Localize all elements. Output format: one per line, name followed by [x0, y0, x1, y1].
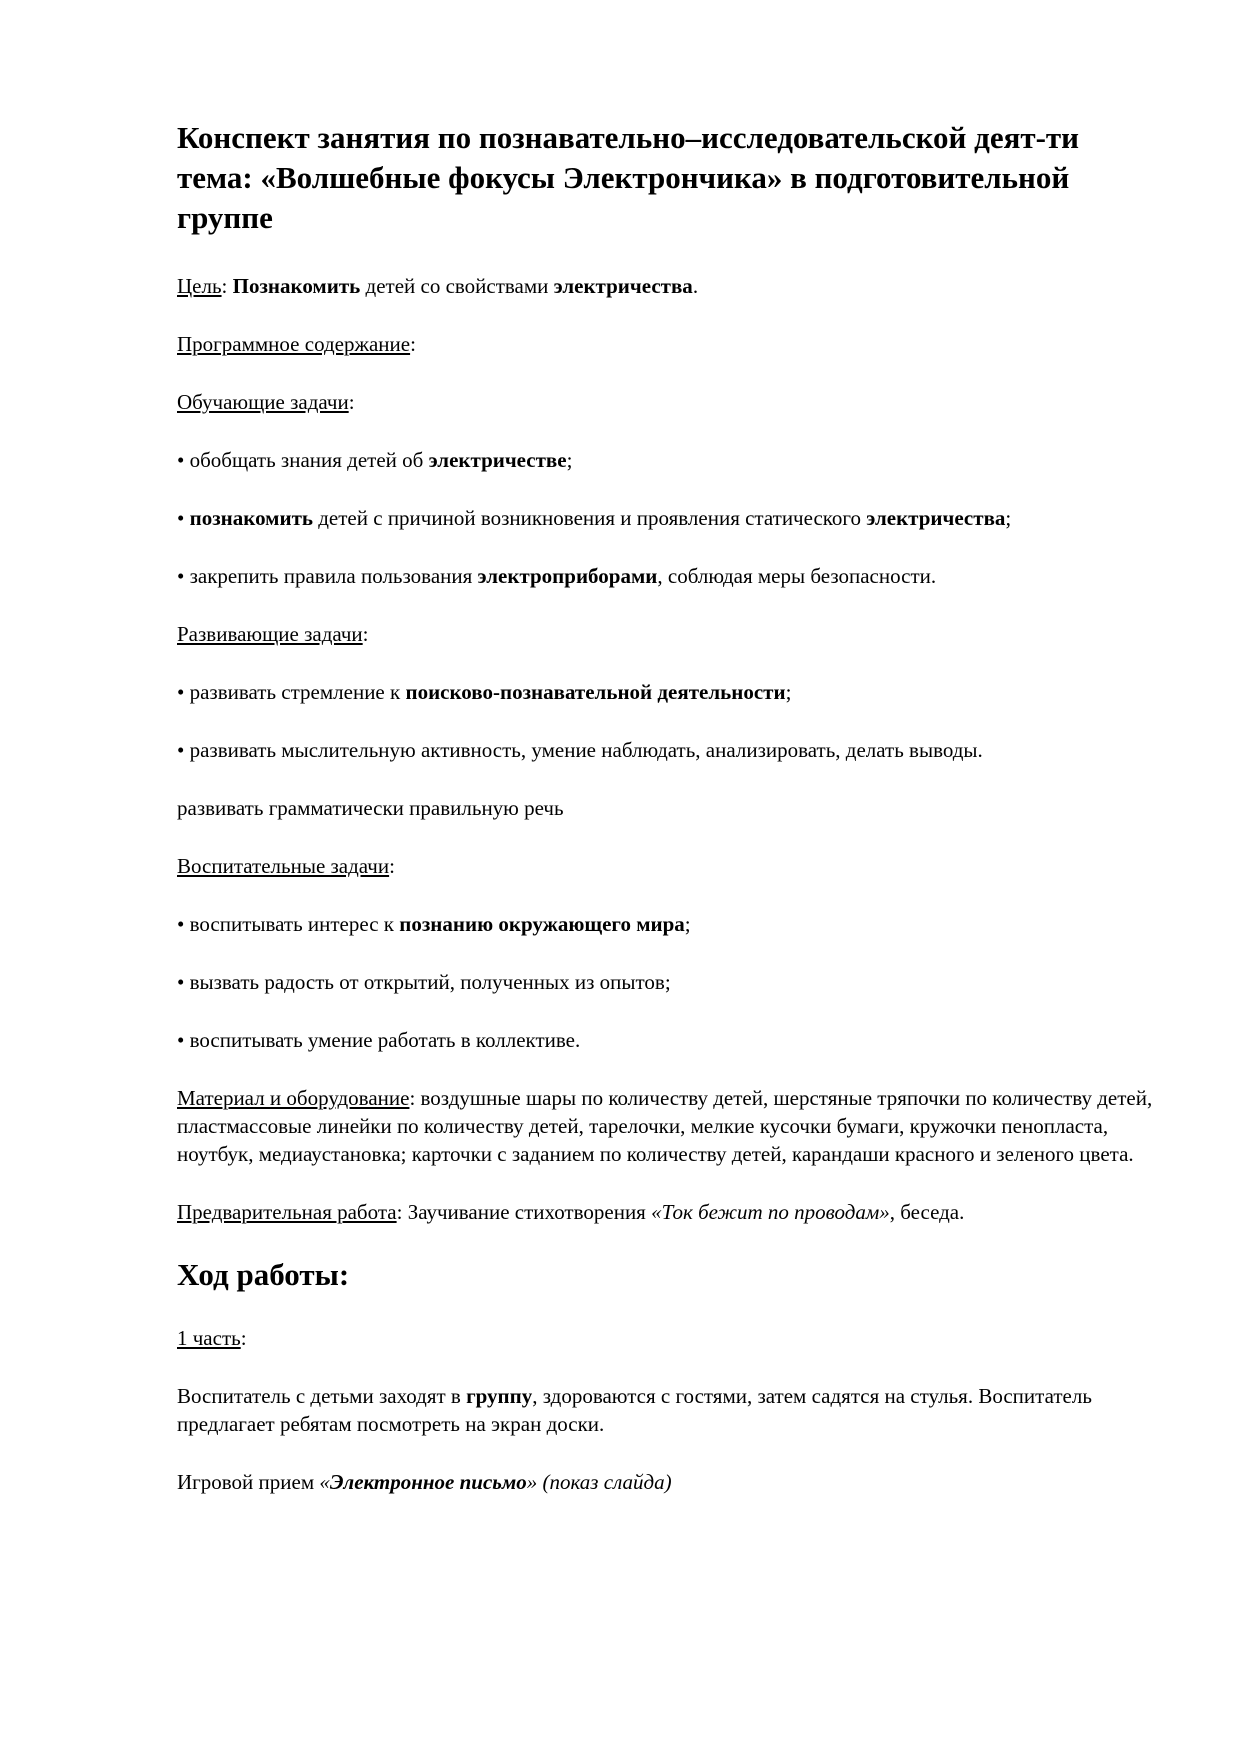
materials-paragraph: [177, 1084, 1162, 1168]
goal-bold-1: Познакомить: [232, 274, 361, 298]
educational-item-1-pre: • воспитывать интерес к: [177, 912, 400, 936]
teaching-item-3: [177, 562, 1162, 590]
part1-colon: :: [240, 1326, 247, 1350]
part1-paragraph: [177, 1382, 1162, 1438]
part1-post: , здороваются с гостями, затем садятся на стулья. Воспитатель предлагает ребятам посмотреть на экран доски.: [177, 1384, 1092, 1436]
teaching-item-2: [177, 504, 1162, 532]
developing-item-1-post: ;: [785, 680, 792, 704]
teaching-item-1-pre: • обобщать знания детей об: [177, 448, 429, 472]
goal-paragraph: [177, 272, 1162, 300]
progress-heading: Ход работы:: [177, 1257, 350, 1292]
goal-bold-2: электричества: [553, 274, 693, 298]
preliminary-italic: «Ток бежит по проводам»: [651, 1200, 890, 1224]
developing-label: Развивающие задачи: [177, 622, 363, 646]
materials-label: Материал и оборудование: [177, 1086, 410, 1110]
program-colon: :: [410, 332, 416, 356]
teaching-item-3-bold: электроприборами: [477, 564, 658, 588]
preliminary-label: Предварительная работа: [177, 1200, 397, 1224]
teaching-label: Обучающие задачи: [177, 390, 349, 414]
educational-item-1: [177, 910, 1162, 938]
developing-heading: [177, 620, 1162, 648]
developing-item-2: • развивать мыслительную активность, умение наблюдать, анализировать, делать выводы.: [177, 738, 983, 762]
educational-colon: :: [389, 854, 395, 878]
goal-label: Цель: [177, 274, 222, 298]
teaching-item-2-text: детей с причиной возникновения и проявления статического: [313, 506, 867, 530]
educational-label: Воспитательные задачи: [177, 854, 390, 878]
part1-pre: Воспитатель с детьми заходят в: [177, 1384, 467, 1408]
developing-item-3: развивать грамматически правильную речь: [177, 796, 564, 820]
game-italic: (показ слайда): [537, 1470, 672, 1494]
preliminary-post: , беседа.: [889, 1200, 965, 1224]
preliminary-text: : Заучивание стихотворения: [396, 1200, 652, 1224]
teaching-item-1-bold: электричестве: [428, 448, 567, 472]
teaching-item-1: [177, 446, 1162, 474]
game-quote-open: «: [319, 1470, 330, 1494]
educational-item-1-bold: познанию окружающего мира: [399, 912, 685, 936]
part1-label: 1 часть: [177, 1326, 241, 1350]
developing-item-1-pre: • развивать стремление к: [177, 680, 406, 704]
teaching-item-2-post: ;: [1005, 506, 1012, 530]
goal-end: .: [692, 274, 699, 298]
educational-item-3: • воспитывать умение работать в коллективе.: [177, 1028, 581, 1052]
developing-item-1-bold: поисково-познавательной деятельности: [405, 680, 786, 704]
part1-heading: [177, 1324, 1162, 1352]
game-pre: Игровой прием: [177, 1470, 320, 1494]
teaching-item-2-bold-2: электричества: [866, 506, 1006, 530]
teaching-item-2-bullet: •: [177, 506, 190, 530]
teaching-heading: [177, 388, 1162, 416]
document-page: [177, 118, 1162, 1526]
educational-item-1-post: ;: [684, 912, 691, 936]
goal-colon: :: [221, 274, 233, 298]
program-heading: [177, 330, 1162, 358]
game-bold-italic: Электронное письмо: [329, 1470, 527, 1494]
document-title: Конспект занятия по познавательно–исследовательской деят-ти тема: «Волшебные фокусы Электрончика» в подготовительной группе: [177, 120, 1079, 235]
teaching-item-1-post: ;: [566, 448, 573, 472]
educational-heading: [177, 852, 1162, 880]
teaching-item-2-bold-1: познакомить: [189, 506, 313, 530]
teaching-item-3-pre: • закрепить правила пользования: [177, 564, 478, 588]
teaching-colon: :: [348, 390, 355, 414]
preliminary-paragraph: [177, 1198, 1162, 1226]
developing-colon: :: [362, 622, 369, 646]
developing-item-1: [177, 678, 1162, 706]
teaching-item-3-post: , соблюдая меры безопасности.: [657, 564, 937, 588]
game-paragraph: [177, 1468, 1162, 1496]
goal-text-1: детей со свойствами: [360, 274, 554, 298]
educational-item-2: • вызвать радость от открытий, полученных из опытов;: [177, 970, 671, 994]
materials-text: : воздушные шары по количеству детей, шерстяные тряпочки по количеству детей, пластмассовые линейки по количеству детей, тарелочки, мелкие кусочки бумаги, кружочки пенопласта, ноутбук, медиаустановка; карточки с заданием по количеству детей, карандаши красного и зеленого цвета.: [177, 1086, 1153, 1166]
part1-bold: группу: [466, 1384, 533, 1408]
game-quote-close: »: [526, 1470, 538, 1494]
program-label: Программное содержание: [177, 332, 411, 356]
